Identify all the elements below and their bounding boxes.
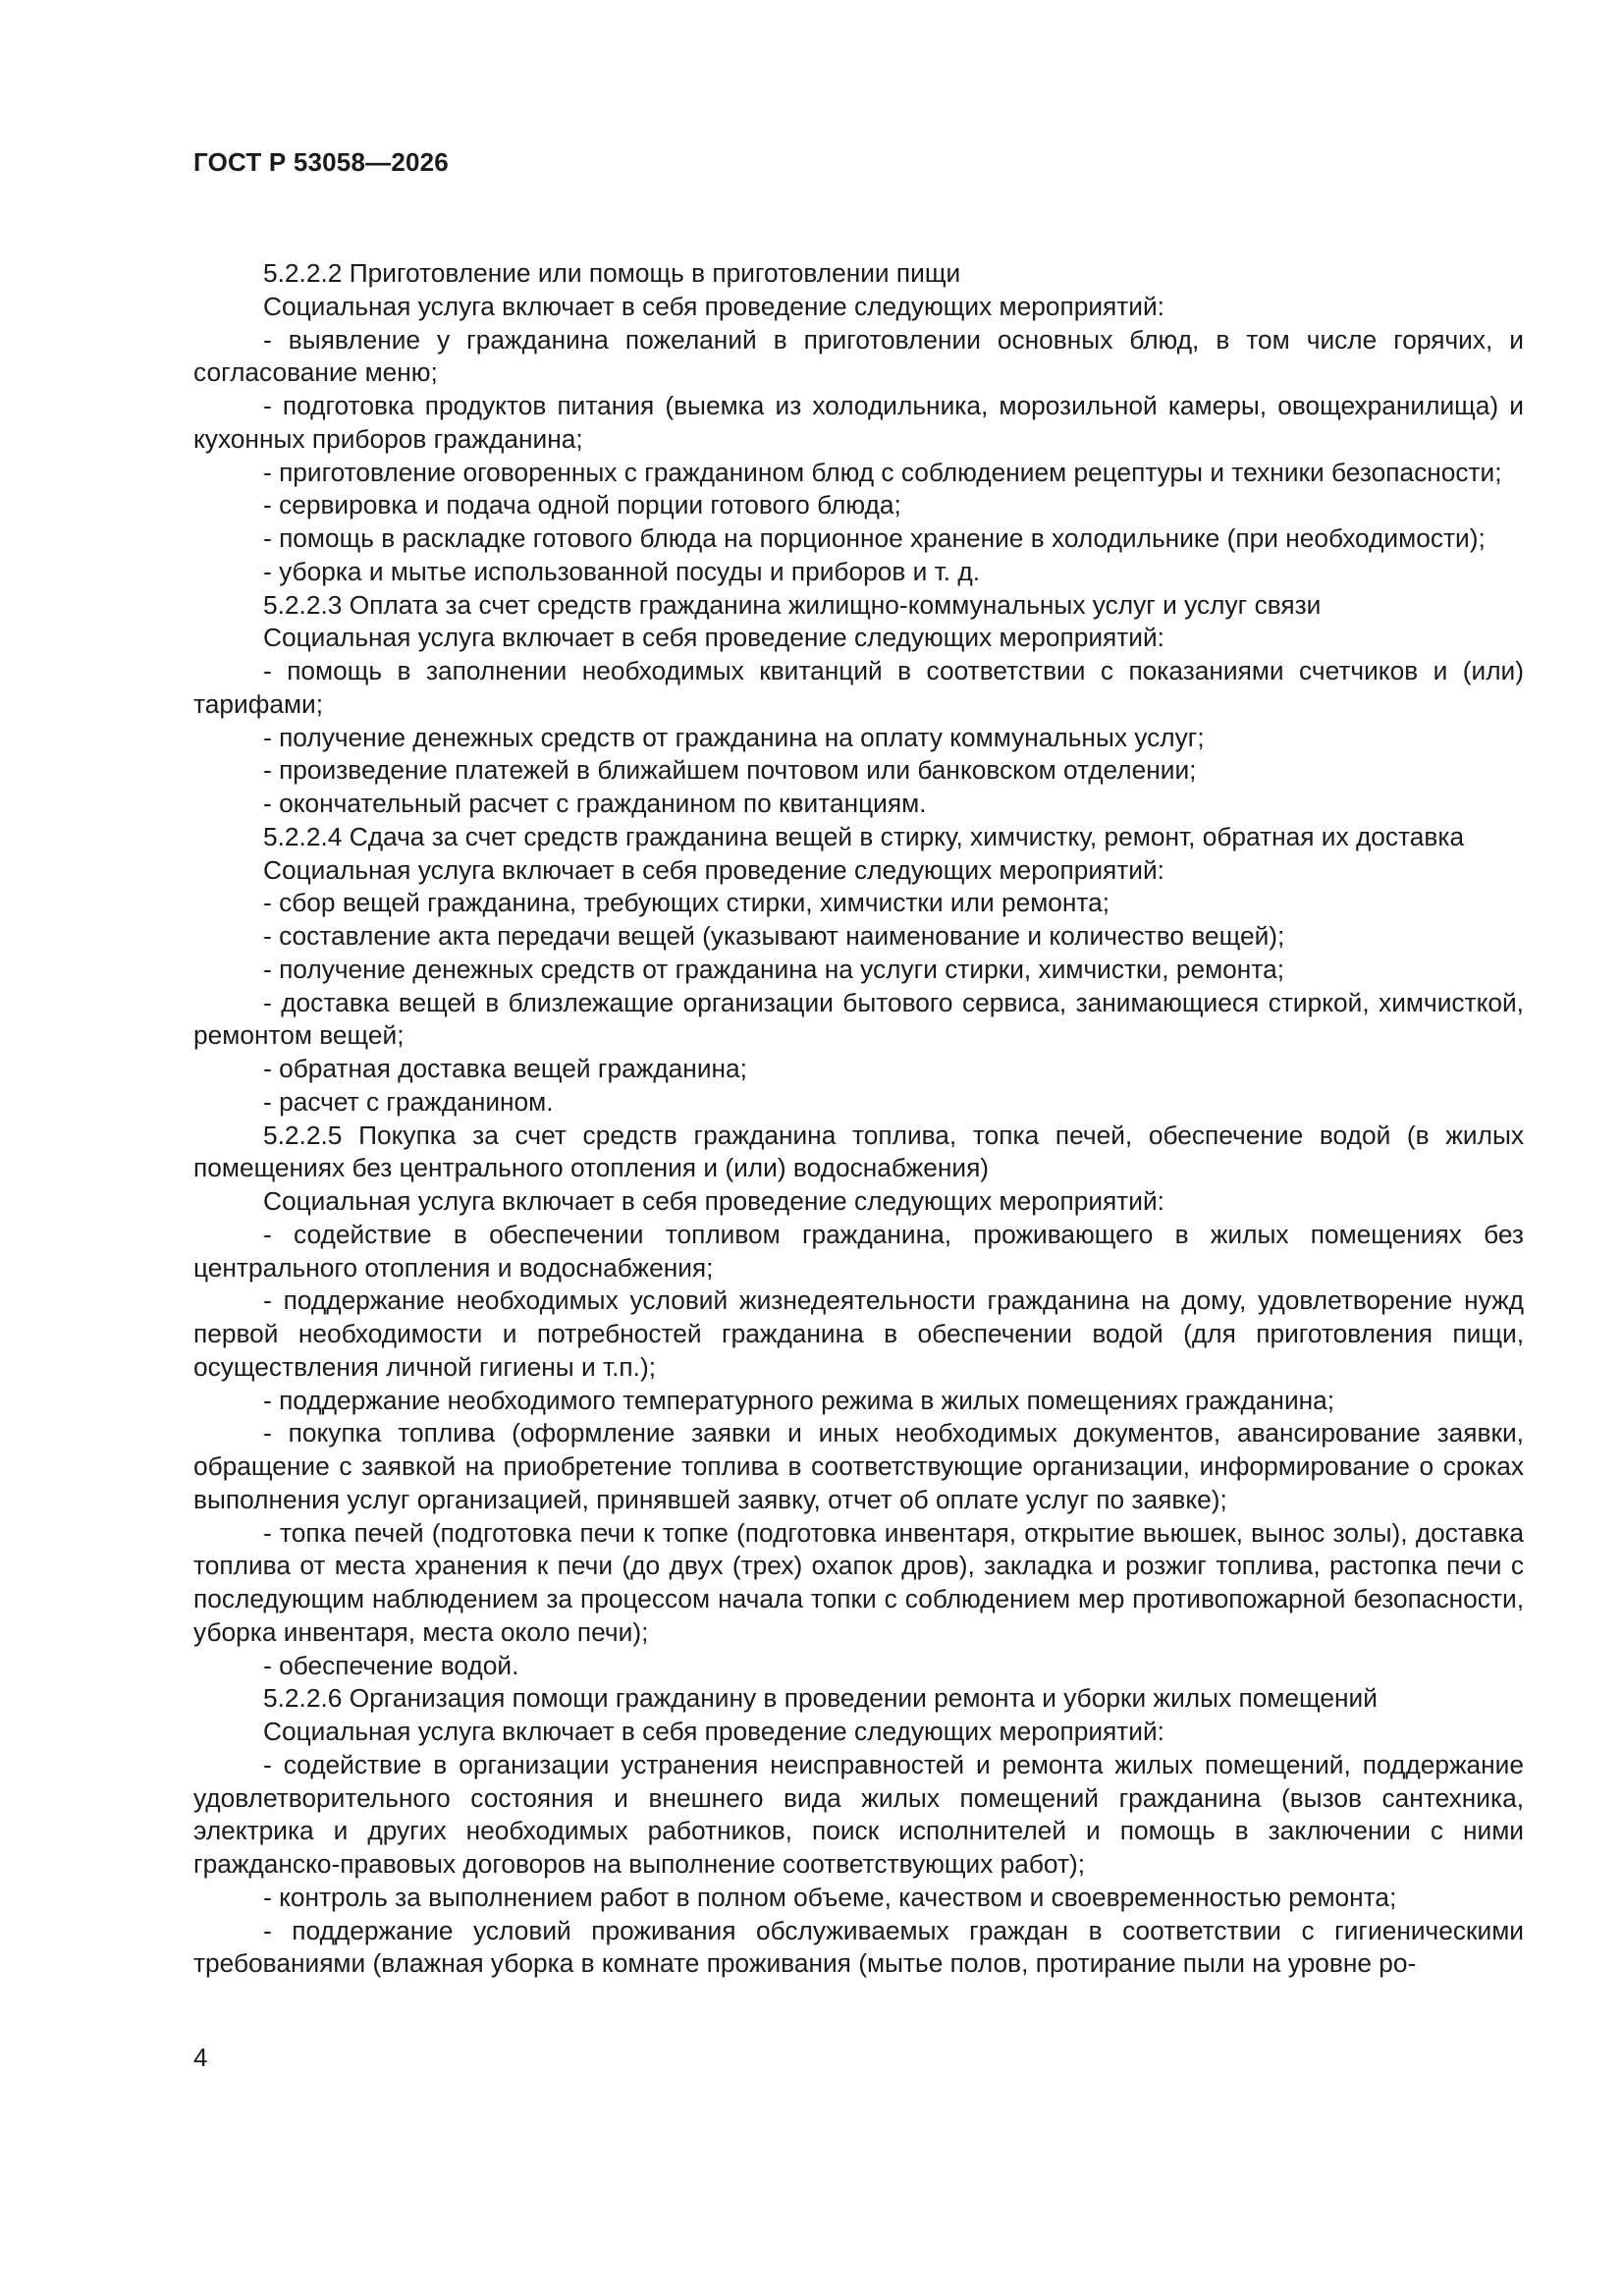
list-item: - доставка вещей в близлежащие организации бытового сервиса, занимающиеся стиркой, химчисткой, ремонтом вещей; bbox=[193, 987, 1524, 1051]
list-item: - поддержание условий проживания обслуживаемых граждан в соответствии с гигиеническими требованиями (влажная уборка в комнате проживания (мытье полов, протирание пыли на уровне ро- bbox=[193, 1915, 1524, 1979]
list-item: - расчет с гражданином. bbox=[263, 1086, 554, 1117]
list-item: - получение денежных средств от гражданина на оплату коммунальных услуг; bbox=[263, 722, 1205, 752]
list-item: - помощь в раскладке готового блюда на порционное хранение в холодильнике (при необходимости); bbox=[263, 523, 1486, 553]
list-item: - поддержание необходимого температурного режима в жилых помещениях гражданина; bbox=[263, 1385, 1335, 1415]
list-item: - обеспечение водой. bbox=[263, 1650, 519, 1680]
paragraph: Социальная услуга включает в себя проведение следующих мероприятий: bbox=[263, 1717, 1164, 1746]
list-item: - получение денежных средств от гражданина на услуги стирки, химчистки, ремонта; bbox=[263, 954, 1285, 984]
list-item: - содействие в обеспечении топливом гражданина, проживающего в жилых помещениях без центрального отопления и водоснабжения; bbox=[193, 1219, 1524, 1283]
list-item: - сервировка и подача одной порции готового блюда; bbox=[263, 490, 901, 520]
section-heading-5-2-2-6: 5.2.2.6 Организация помощи гражданину в проведении ремонта и уборки жилых помещений bbox=[263, 1683, 1378, 1714]
list-item: - сбор вещей гражданина, требующих стирки, химчистки или ремонта; bbox=[263, 888, 1110, 918]
paragraph: Социальная услуга включает в себя проведение следующих мероприятий: bbox=[263, 1186, 1164, 1216]
paragraph: Социальная услуга включает в себя проведение следующих мероприятий: bbox=[263, 854, 1164, 885]
list-item: - уборка и мытье использованной посуды и приборов и т. д. bbox=[263, 556, 980, 586]
document-body bbox=[193, 257, 1524, 1981]
list-item: - контроль за выполнением работ в полном объеме, качеством и своевременностью ремонта; bbox=[263, 1882, 1397, 1912]
section-heading-5-2-2-4: 5.2.2.4 Сдача за счет средств гражданина вещей в стирку, химчистку, ремонт, обратная их доставка bbox=[263, 821, 1465, 851]
list-item: - приготовление оговоренных с гражданином блюд с соблюдением рецептуры и техники безопасности; bbox=[263, 457, 1502, 487]
list-item: - произведение платежей в ближайшем почтовом или банковском отделении; bbox=[263, 755, 1197, 786]
section-heading-5-2-2-3: 5.2.2.3 Оплата за счет средств гражданина жилищно-коммунальных услуг и услуг связи bbox=[263, 589, 1322, 620]
list-item: - помощь в заполнении необходимых квитанций в соответствии с показаниями счетчиков и (или) тарифами; bbox=[193, 656, 1524, 719]
paragraph: Социальная услуга включает в себя проведение следующих мероприятий: bbox=[263, 291, 1164, 321]
list-item: - составление акта передачи вещей (указывают наименование и количество вещей); bbox=[263, 921, 1285, 951]
page-number: 4 bbox=[193, 2043, 208, 2072]
list-item: - поддержание необходимых условий жизнедеятельности гражданина на дому, удовлетворение нужд первой необходимости и потребностей гражданина в обеспечении водой (для приготовления пищи, осуществления личной гигиены и т.п.); bbox=[193, 1285, 1524, 1382]
list-item: - окончательный расчет с гражданином по квитанциям. bbox=[263, 789, 927, 818]
list-item: - содействие в организации устранения неисправностей и ремонта жилых помещений, поддержание удовлетворительного состояния и внешнего вида жилых помещений гражданина (вызов сантехника, электрика и других необходимых работников, поиск исполнителей и помощь в заключении с ними гражданско-правовых договоров на выполнение соответствующих работ); bbox=[193, 1749, 1524, 1879]
section-heading-5-2-2-5: 5.2.2.5 Покупка за счет средств гражданина топлива, топка печей, обеспечение водой (в жилых помещениях без центрального отопления и (или) водоснабжения) bbox=[193, 1120, 1524, 1183]
section-heading-5-2-2-2: 5.2.2.2 Приготовление или помощь в приготовлении пищи bbox=[263, 258, 961, 288]
list-item: - выявление у гражданина пожеланий в приготовлении основных блюд, в том числе горячих, и согласование меню; bbox=[193, 324, 1524, 388]
paragraph: Социальная услуга включает в себя проведение следующих мероприятий: bbox=[263, 623, 1164, 653]
list-item: - топка печей (подготовка печи к топке (подготовка инвентаря, открытие вьюшек, вынос золы), доставка топлива от места хранения к печи (до двух (трех) охапок дров), закладка и розжиг топлива, растопка печи с последующим наблюдением за процессом начала топки с соблюдением мер противопожарной безопасности, уборка инвентаря, места около печи); bbox=[193, 1517, 1524, 1647]
list-item: - подготовка продуктов питания (выемка из холодильника, морозильной камеры, овощехранилища) и кухонных приборов гражданина; bbox=[193, 391, 1524, 454]
list-item: - покупка топлива (оформление заявки и иных необходимых документов, авансирование заявки, обращение с заявкой на приобретение топлива в соответствующие организации, информирование о сроках выполнения услуг организацией, принявшей заявку, отчет об оплате услуг по заявке); bbox=[193, 1418, 1524, 1514]
document-header: ГОСТ Р 53058—2026 bbox=[193, 147, 449, 177]
list-item: - обратная доставка вещей гражданина; bbox=[263, 1054, 747, 1083]
